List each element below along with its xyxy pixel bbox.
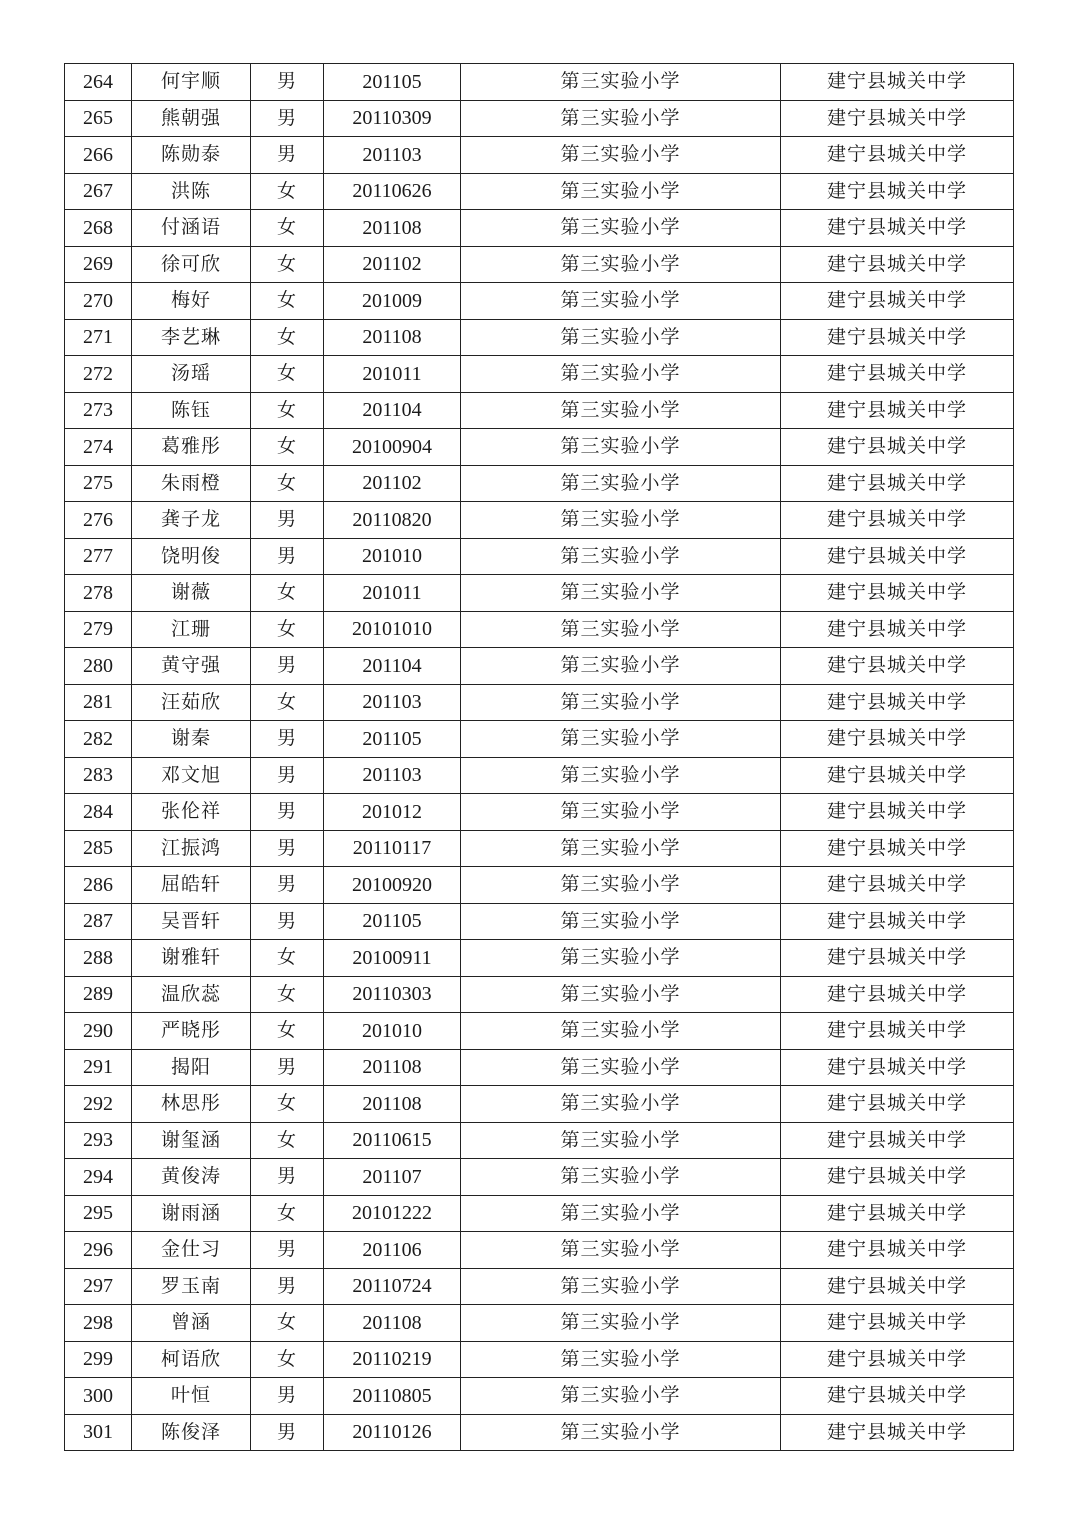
gender-cell: 女	[251, 575, 324, 612]
assigned-school-cell: 建宁县城关中学	[781, 575, 1014, 612]
student-name-cell: 林思彤	[132, 1086, 251, 1123]
row-number-cell: 264	[65, 64, 132, 101]
table-row	[65, 502, 1014, 539]
gender-cell: 女	[251, 1341, 324, 1378]
primary-school-cell: 第三实验小学	[461, 1159, 781, 1196]
primary-school-cell: 第三实验小学	[461, 502, 781, 539]
row-number-cell: 279	[65, 611, 132, 648]
student-name-cell: 徐可欣	[132, 246, 251, 283]
assigned-school-cell: 建宁县城关中学	[781, 757, 1014, 794]
table-row	[65, 1195, 1014, 1232]
row-number-cell: 283	[65, 757, 132, 794]
table-row	[65, 903, 1014, 940]
primary-school-cell: 第三实验小学	[461, 794, 781, 831]
row-number-cell: 294	[65, 1159, 132, 1196]
student-roster-table	[64, 63, 1014, 1451]
birth-date-cell: 20101222	[324, 1195, 461, 1232]
table-row	[65, 538, 1014, 575]
table-row	[65, 1268, 1014, 1305]
student-name-cell: 汪茹欣	[132, 684, 251, 721]
primary-school-cell: 第三实验小学	[461, 319, 781, 356]
assigned-school-cell: 建宁县城关中学	[781, 1049, 1014, 1086]
table-row	[65, 1122, 1014, 1159]
assigned-school-cell: 建宁县城关中学	[781, 1013, 1014, 1050]
gender-cell: 女	[251, 611, 324, 648]
birth-date-cell: 201108	[324, 1305, 461, 1342]
table-row	[65, 356, 1014, 393]
table-row	[65, 794, 1014, 831]
primary-school-cell: 第三实验小学	[461, 1414, 781, 1451]
birth-date-cell: 201103	[324, 684, 461, 721]
table-row	[65, 976, 1014, 1013]
gender-cell: 女	[251, 246, 324, 283]
table-row	[65, 830, 1014, 867]
primary-school-cell: 第三实验小学	[461, 1232, 781, 1269]
primary-school-cell: 第三实验小学	[461, 830, 781, 867]
birth-date-cell: 201108	[324, 1049, 461, 1086]
birth-date-cell: 201102	[324, 465, 461, 502]
student-name-cell: 谢薇	[132, 575, 251, 612]
student-name-cell: 饶明俊	[132, 538, 251, 575]
birth-date-cell: 20100920	[324, 867, 461, 904]
gender-cell: 女	[251, 210, 324, 247]
assigned-school-cell: 建宁县城关中学	[781, 648, 1014, 685]
assigned-school-cell: 建宁县城关中学	[781, 173, 1014, 210]
gender-cell: 女	[251, 356, 324, 393]
student-name-cell: 龚子龙	[132, 502, 251, 539]
birth-date-cell: 20110117	[324, 830, 461, 867]
row-number-cell: 280	[65, 648, 132, 685]
primary-school-cell: 第三实验小学	[461, 1086, 781, 1123]
gender-cell: 女	[251, 465, 324, 502]
table-row	[65, 1049, 1014, 1086]
gender-cell: 男	[251, 1268, 324, 1305]
gender-cell: 女	[251, 429, 324, 466]
student-name-cell: 李艺琳	[132, 319, 251, 356]
gender-cell: 男	[251, 64, 324, 101]
birth-date-cell: 201009	[324, 283, 461, 320]
primary-school-cell: 第三实验小学	[461, 684, 781, 721]
row-number-cell: 275	[65, 465, 132, 502]
student-name-cell: 罗玉南	[132, 1268, 251, 1305]
assigned-school-cell: 建宁县城关中学	[781, 137, 1014, 174]
gender-cell: 女	[251, 1086, 324, 1123]
table-row	[65, 940, 1014, 977]
birth-date-cell: 201102	[324, 246, 461, 283]
birth-date-cell: 20110303	[324, 976, 461, 1013]
birth-date-cell: 20100904	[324, 429, 461, 466]
primary-school-cell: 第三实验小学	[461, 538, 781, 575]
gender-cell: 男	[251, 867, 324, 904]
student-name-cell: 揭阳	[132, 1049, 251, 1086]
row-number-cell: 273	[65, 392, 132, 429]
gender-cell: 男	[251, 1378, 324, 1415]
birth-date-cell: 201107	[324, 1159, 461, 1196]
student-name-cell: 温欣蕊	[132, 976, 251, 1013]
student-name-cell: 黄俊涛	[132, 1159, 251, 1196]
student-name-cell: 何宇顺	[132, 64, 251, 101]
primary-school-cell: 第三实验小学	[461, 903, 781, 940]
assigned-school-cell: 建宁县城关中学	[781, 1086, 1014, 1123]
birth-date-cell: 201105	[324, 64, 461, 101]
birth-date-cell: 201010	[324, 538, 461, 575]
roster-body	[65, 64, 1014, 1451]
assigned-school-cell: 建宁县城关中学	[781, 1195, 1014, 1232]
student-name-cell: 叶恒	[132, 1378, 251, 1415]
row-number-cell: 292	[65, 1086, 132, 1123]
row-number-cell: 267	[65, 173, 132, 210]
row-number-cell: 301	[65, 1414, 132, 1451]
student-name-cell: 汤瑶	[132, 356, 251, 393]
primary-school-cell: 第三实验小学	[461, 392, 781, 429]
birth-date-cell: 20110820	[324, 502, 461, 539]
row-number-cell: 284	[65, 794, 132, 831]
assigned-school-cell: 建宁县城关中学	[781, 210, 1014, 247]
birth-date-cell: 20110126	[324, 1414, 461, 1451]
row-number-cell: 298	[65, 1305, 132, 1342]
assigned-school-cell: 建宁县城关中学	[781, 976, 1014, 1013]
gender-cell: 女	[251, 173, 324, 210]
student-name-cell: 陈钰	[132, 392, 251, 429]
assigned-school-cell: 建宁县城关中学	[781, 903, 1014, 940]
table-row	[65, 1232, 1014, 1269]
gender-cell: 男	[251, 137, 324, 174]
table-row	[65, 721, 1014, 758]
birth-date-cell: 201104	[324, 392, 461, 429]
student-name-cell: 谢秦	[132, 721, 251, 758]
table-row	[65, 684, 1014, 721]
birth-date-cell: 201011	[324, 356, 461, 393]
assigned-school-cell: 建宁县城关中学	[781, 319, 1014, 356]
primary-school-cell: 第三实验小学	[461, 1195, 781, 1232]
birth-date-cell: 201104	[324, 648, 461, 685]
birth-date-cell: 20110615	[324, 1122, 461, 1159]
table-row	[65, 210, 1014, 247]
assigned-school-cell: 建宁县城关中学	[781, 465, 1014, 502]
birth-date-cell: 20110805	[324, 1378, 461, 1415]
birth-date-cell: 20110724	[324, 1268, 461, 1305]
row-number-cell: 295	[65, 1195, 132, 1232]
primary-school-cell: 第三实验小学	[461, 1305, 781, 1342]
birth-date-cell: 20110219	[324, 1341, 461, 1378]
gender-cell: 男	[251, 1049, 324, 1086]
assigned-school-cell: 建宁县城关中学	[781, 502, 1014, 539]
assigned-school-cell: 建宁县城关中学	[781, 429, 1014, 466]
table-row	[65, 1305, 1014, 1342]
table-row	[65, 611, 1014, 648]
assigned-school-cell: 建宁县城关中学	[781, 64, 1014, 101]
primary-school-cell: 第三实验小学	[461, 1268, 781, 1305]
gender-cell: 女	[251, 283, 324, 320]
gender-cell: 男	[251, 502, 324, 539]
row-number-cell: 282	[65, 721, 132, 758]
gender-cell: 女	[251, 1013, 324, 1050]
primary-school-cell: 第三实验小学	[461, 137, 781, 174]
student-name-cell: 谢雅轩	[132, 940, 251, 977]
assigned-school-cell: 建宁县城关中学	[781, 1232, 1014, 1269]
student-name-cell: 朱雨橙	[132, 465, 251, 502]
gender-cell: 男	[251, 757, 324, 794]
primary-school-cell: 第三实验小学	[461, 173, 781, 210]
table-row	[65, 1414, 1014, 1451]
student-name-cell: 严晓彤	[132, 1013, 251, 1050]
table-row	[65, 392, 1014, 429]
student-name-cell: 屈皓轩	[132, 867, 251, 904]
primary-school-cell: 第三实验小学	[461, 648, 781, 685]
table-row	[65, 575, 1014, 612]
gender-cell: 女	[251, 940, 324, 977]
birth-date-cell: 201108	[324, 210, 461, 247]
row-number-cell: 269	[65, 246, 132, 283]
row-number-cell: 297	[65, 1268, 132, 1305]
row-number-cell: 276	[65, 502, 132, 539]
row-number-cell: 300	[65, 1378, 132, 1415]
row-number-cell: 299	[65, 1341, 132, 1378]
row-number-cell: 268	[65, 210, 132, 247]
table-row	[65, 1013, 1014, 1050]
student-name-cell: 洪陈	[132, 173, 251, 210]
primary-school-cell: 第三实验小学	[461, 1049, 781, 1086]
primary-school-cell: 第三实验小学	[461, 100, 781, 137]
assigned-school-cell: 建宁县城关中学	[781, 1305, 1014, 1342]
row-number-cell: 291	[65, 1049, 132, 1086]
row-number-cell: 274	[65, 429, 132, 466]
table-row	[65, 429, 1014, 466]
birth-date-cell: 20110309	[324, 100, 461, 137]
table-row	[65, 283, 1014, 320]
primary-school-cell: 第三实验小学	[461, 356, 781, 393]
assigned-school-cell: 建宁县城关中学	[781, 1159, 1014, 1196]
primary-school-cell: 第三实验小学	[461, 940, 781, 977]
student-name-cell: 张伦祥	[132, 794, 251, 831]
birth-date-cell: 201108	[324, 319, 461, 356]
row-number-cell: 285	[65, 830, 132, 867]
birth-date-cell: 201103	[324, 137, 461, 174]
table-row	[65, 319, 1014, 356]
assigned-school-cell: 建宁县城关中学	[781, 830, 1014, 867]
birth-date-cell: 20101010	[324, 611, 461, 648]
assigned-school-cell: 建宁县城关中学	[781, 867, 1014, 904]
gender-cell: 男	[251, 538, 324, 575]
gender-cell: 女	[251, 1122, 324, 1159]
primary-school-cell: 第三实验小学	[461, 1341, 781, 1378]
primary-school-cell: 第三实验小学	[461, 246, 781, 283]
birth-date-cell: 201103	[324, 757, 461, 794]
table-row	[65, 246, 1014, 283]
gender-cell: 男	[251, 1232, 324, 1269]
birth-date-cell: 201010	[324, 1013, 461, 1050]
student-name-cell: 陈俊泽	[132, 1414, 251, 1451]
gender-cell: 男	[251, 830, 324, 867]
birth-date-cell: 201105	[324, 721, 461, 758]
gender-cell: 女	[251, 976, 324, 1013]
table-row	[65, 173, 1014, 210]
student-name-cell: 邓文旭	[132, 757, 251, 794]
table-row	[65, 465, 1014, 502]
assigned-school-cell: 建宁县城关中学	[781, 611, 1014, 648]
primary-school-cell: 第三实验小学	[461, 1122, 781, 1159]
student-name-cell: 吴晋轩	[132, 903, 251, 940]
student-name-cell: 熊朝强	[132, 100, 251, 137]
row-number-cell: 288	[65, 940, 132, 977]
gender-cell: 女	[251, 319, 324, 356]
assigned-school-cell: 建宁县城关中学	[781, 283, 1014, 320]
birth-date-cell: 20110626	[324, 173, 461, 210]
student-name-cell: 江珊	[132, 611, 251, 648]
row-number-cell: 286	[65, 867, 132, 904]
assigned-school-cell: 建宁县城关中学	[781, 1268, 1014, 1305]
row-number-cell: 290	[65, 1013, 132, 1050]
student-name-cell: 江振鸿	[132, 830, 251, 867]
student-name-cell: 葛雅彤	[132, 429, 251, 466]
assigned-school-cell: 建宁县城关中学	[781, 684, 1014, 721]
row-number-cell: 270	[65, 283, 132, 320]
row-number-cell: 277	[65, 538, 132, 575]
table-row	[65, 867, 1014, 904]
gender-cell: 男	[251, 1159, 324, 1196]
gender-cell: 男	[251, 1414, 324, 1451]
birth-date-cell: 201012	[324, 794, 461, 831]
row-number-cell: 287	[65, 903, 132, 940]
assigned-school-cell: 建宁县城关中学	[781, 356, 1014, 393]
student-name-cell: 梅好	[132, 283, 251, 320]
assigned-school-cell: 建宁县城关中学	[781, 100, 1014, 137]
assigned-school-cell: 建宁县城关中学	[781, 246, 1014, 283]
primary-school-cell: 第三实验小学	[461, 429, 781, 466]
student-name-cell: 谢玺涵	[132, 1122, 251, 1159]
row-number-cell: 281	[65, 684, 132, 721]
row-number-cell: 278	[65, 575, 132, 612]
primary-school-cell: 第三实验小学	[461, 611, 781, 648]
table-row	[65, 1341, 1014, 1378]
gender-cell: 女	[251, 392, 324, 429]
assigned-school-cell: 建宁县城关中学	[781, 1378, 1014, 1415]
student-name-cell: 陈勋泰	[132, 137, 251, 174]
birth-date-cell: 201108	[324, 1086, 461, 1123]
row-number-cell: 293	[65, 1122, 132, 1159]
gender-cell: 女	[251, 1305, 324, 1342]
assigned-school-cell: 建宁县城关中学	[781, 721, 1014, 758]
assigned-school-cell: 建宁县城关中学	[781, 538, 1014, 575]
student-name-cell: 付涵语	[132, 210, 251, 247]
table-row	[65, 1378, 1014, 1415]
assigned-school-cell: 建宁县城关中学	[781, 940, 1014, 977]
primary-school-cell: 第三实验小学	[461, 976, 781, 1013]
primary-school-cell: 第三实验小学	[461, 575, 781, 612]
row-number-cell: 272	[65, 356, 132, 393]
primary-school-cell: 第三实验小学	[461, 867, 781, 904]
row-number-cell: 296	[65, 1232, 132, 1269]
gender-cell: 男	[251, 721, 324, 758]
student-name-cell: 黄守强	[132, 648, 251, 685]
table-row	[65, 100, 1014, 137]
primary-school-cell: 第三实验小学	[461, 283, 781, 320]
table-row	[65, 64, 1014, 101]
table-row	[65, 648, 1014, 685]
row-number-cell: 265	[65, 100, 132, 137]
student-name-cell: 金仕习	[132, 1232, 251, 1269]
primary-school-cell: 第三实验小学	[461, 721, 781, 758]
birth-date-cell: 201106	[324, 1232, 461, 1269]
gender-cell: 女	[251, 684, 324, 721]
gender-cell: 男	[251, 648, 324, 685]
birth-date-cell: 201011	[324, 575, 461, 612]
primary-school-cell: 第三实验小学	[461, 1378, 781, 1415]
assigned-school-cell: 建宁县城关中学	[781, 1341, 1014, 1378]
gender-cell: 男	[251, 903, 324, 940]
gender-cell: 男	[251, 100, 324, 137]
primary-school-cell: 第三实验小学	[461, 465, 781, 502]
gender-cell: 女	[251, 1195, 324, 1232]
assigned-school-cell: 建宁县城关中学	[781, 1122, 1014, 1159]
primary-school-cell: 第三实验小学	[461, 1013, 781, 1050]
student-name-cell: 谢雨涵	[132, 1195, 251, 1232]
table-row	[65, 137, 1014, 174]
gender-cell: 男	[251, 794, 324, 831]
birth-date-cell: 20100911	[324, 940, 461, 977]
birth-date-cell: 201105	[324, 903, 461, 940]
row-number-cell: 289	[65, 976, 132, 1013]
row-number-cell: 266	[65, 137, 132, 174]
primary-school-cell: 第三实验小学	[461, 757, 781, 794]
primary-school-cell: 第三实验小学	[461, 210, 781, 247]
row-number-cell: 271	[65, 319, 132, 356]
assigned-school-cell: 建宁县城关中学	[781, 392, 1014, 429]
assigned-school-cell: 建宁县城关中学	[781, 1414, 1014, 1451]
primary-school-cell: 第三实验小学	[461, 64, 781, 101]
table-row	[65, 1086, 1014, 1123]
student-name-cell: 曾涵	[132, 1305, 251, 1342]
assigned-school-cell: 建宁县城关中学	[781, 794, 1014, 831]
table-row	[65, 757, 1014, 794]
student-name-cell: 柯语欣	[132, 1341, 251, 1378]
table-row	[65, 1159, 1014, 1196]
